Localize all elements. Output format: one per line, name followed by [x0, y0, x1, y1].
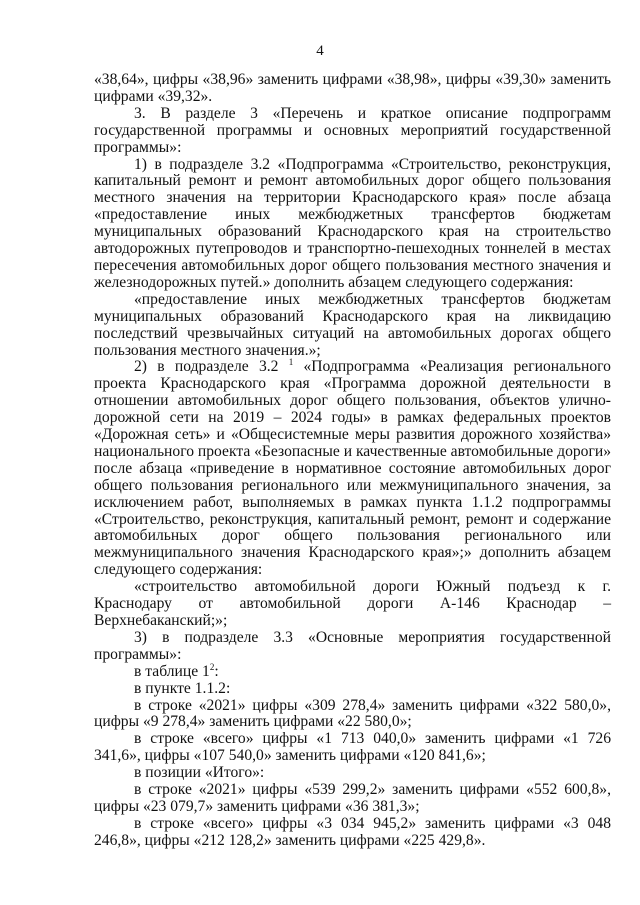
page-number: 4	[316, 43, 324, 59]
superscript: 1	[288, 357, 294, 368]
paragraph-quote-2: «строительство автомобильной дороги Южный подъезд к г. Краснодару от автомобильной дороги А-146 Краснодар – Верхнебаканский;»;	[94, 578, 611, 629]
paragraph-itogo-row-2021: в строке «2021» цифры «539 299,2» заменить цифрами «552 600,8», цифры «23 079,7» заменить цифрами «36 381,3»;	[94, 781, 611, 815]
paragraph-point-ref: в пункте 1.1.2:	[134, 679, 231, 697]
paragraph-row-total: в строке «всего» цифры «1 713 040,0» заменить цифрами «1 726 341,6», цифры «107 540,0» заменить цифрами «120 841,6»;	[94, 730, 611, 765]
paragraph-row-2021: в строке «2021» цифры «309 278,4» заменить цифрами «322 580,0», цифры «9 278,4» заменить цифрами «22 580,0»;	[94, 696, 611, 731]
paragraph-itogo-row-total: в строке «всего» цифры «3 034 945,2» заменить цифрами «3 048 246,8», цифры «212 128,2» заменить цифрами «225 429,8».	[94, 814, 611, 849]
paragraph-position-itogo: в позиции «Итого»:	[134, 764, 265, 782]
paragraph-table-ref-start: в таблице 1	[134, 662, 210, 680]
document-body	[94, 72, 611, 850]
paragraph-item-1: 1) в подразделе 3.2 «Подпрограмма «Строительство, реконструкция, капитальный ремонт и ремонт автомобильных дорог общего пользования местного значения на территории Краснодарского края» после абзаца «предоставление иных межбюджетных трансфертов бюджетам муниципальных образований Краснодарского края на строительство автодорожных путепроводов и транспортно-пешеходных тоннелей в местах пересечения автомобильных дорог общего пользования местного значения и железнодорожных путей.» дополнить абзацем следующего содержания:	[94, 155, 611, 291]
paragraph-section-3: 3. В разделе 3 «Перечень и краткое описание подпрограмм государственной программы и основных мероприятий государственной программы»:	[94, 104, 611, 156]
paragraph-quote-1: «предоставление иных межбюджетных трансфертов бюджетам муниципальных образований Краснодарского края на ликвидацию последствий чрезвычайных ситуаций на автомобильных дорогах общего пользования местного значения.»;	[94, 290, 611, 359]
paragraph-item-2-rest: «Подпрограмма «Реализация регионального проекта Краснодарского края «Программа дорожной деятельности в отношении автомобильных дорог общего пользования, объектов улично-дорожной сети на 2019 – 2024 годы» в рамках федеральных проектов «Дорожная сеть» и «Общесистемные меры развития дорожного хозяйства» национального проекта «Безопасные и качественные автомобильные дороги» после абзаца «приведение в нормативное состояние автомобильных дорог общего пользования регионального или межмуниципального значения, за исключением работ, выполняемых в рамках пункта 1.1.2 подпрограммы «Строительство, реконструкция, капитальный ремонт, ремонт и содержание автомобильных дорог общего пользования регионального или межмуниципального значения Краснодарского края»;» дополнить абзацем следующего содержания:	[94, 358, 611, 579]
superscript: 2	[209, 661, 215, 672]
paragraph-table-ref	[94, 661, 611, 681]
paragraph-item-2-start: 2) в подразделе 3.2	[134, 358, 289, 376]
paragraph-item-2	[94, 359, 611, 579]
paragraph-item-3: 3) в подразделе 3.3 «Основные мероприятия государственной программы»:	[94, 628, 611, 663]
paragraph-continuation: «38,64», цифры «38,96» заменить цифрами «38,98», цифры «39,30» заменить цифрами «39,32».	[94, 71, 611, 105]
paragraph-table-ref-end: :	[214, 662, 219, 680]
